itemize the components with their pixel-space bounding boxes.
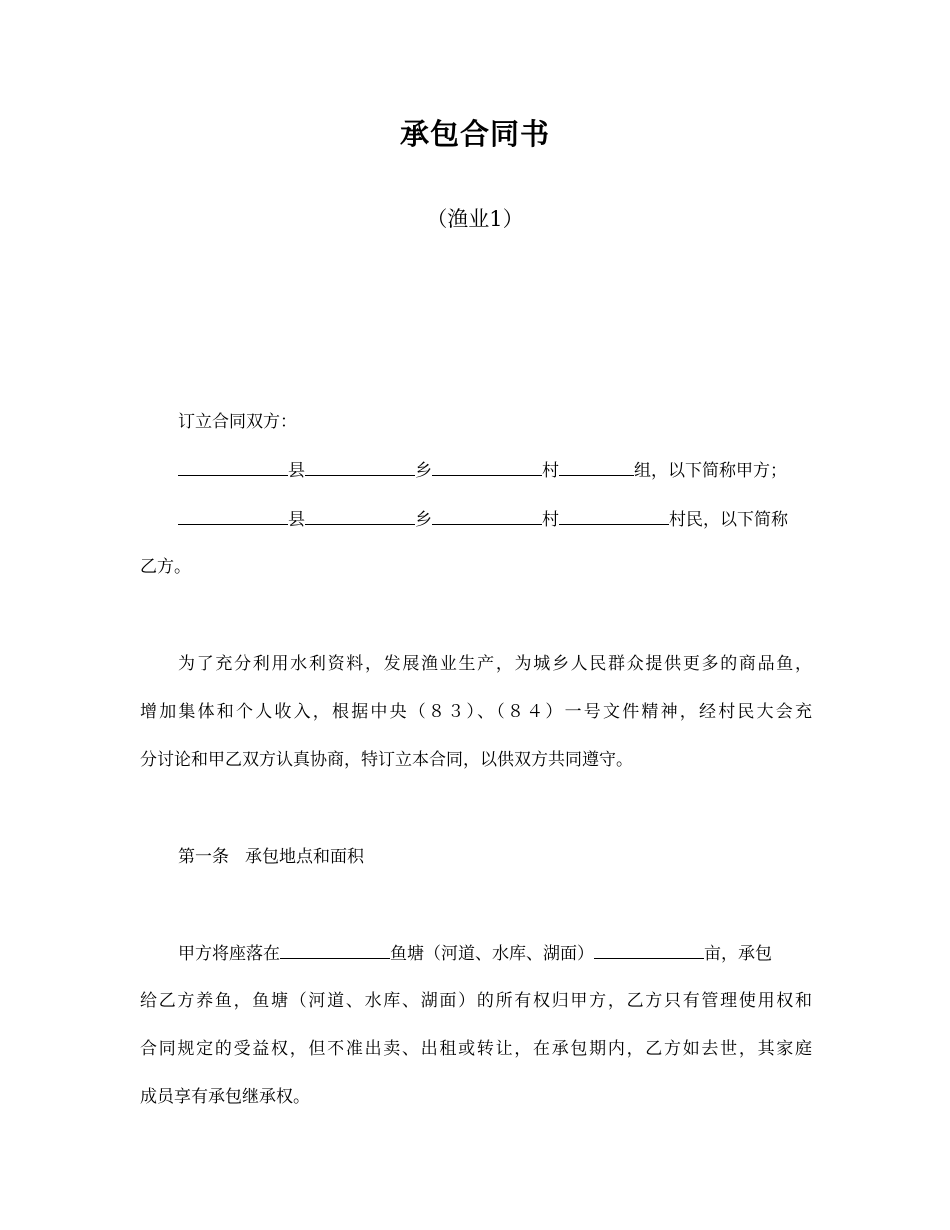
township-blank[interactable] <box>305 507 415 525</box>
county-blank[interactable] <box>178 507 288 525</box>
preamble-line: 分讨论和甲乙双方认真协商，特订立本合同，以供双方共同遵守。 <box>140 750 633 770</box>
document-subtitle: （渔业1） <box>426 207 524 231</box>
party-a-line <box>140 458 812 483</box>
article-heading: 承包地点和面积 <box>245 847 364 867</box>
document-title: 承包合同书 <box>399 117 550 151</box>
article-1-heading <box>140 845 812 869</box>
village-label: 村 <box>542 461 559 481</box>
area-blank[interactable] <box>594 941 704 959</box>
parties-intro: 订立合同双方： <box>178 412 297 432</box>
village-blank[interactable] <box>432 458 542 476</box>
group-label: 组，以下简称甲方； <box>634 461 787 481</box>
group-blank[interactable] <box>559 458 634 476</box>
county-label: 县 <box>288 510 305 530</box>
preamble-line: 为了充分利用水利资料，发展渔业生产，为城乡人民群众提供更多的商品鱼， <box>178 654 812 674</box>
article-text: 亩，承包 <box>704 944 772 964</box>
party-b-line <box>140 507 812 532</box>
article-1-line <box>140 941 812 966</box>
article-text: 鱼塘（河道、水库、湖面） <box>390 944 594 964</box>
article-1-line: 合同规定的受益权，但不准出卖、出租或转让，在承包期内，乙方如去世，其家庭 <box>140 1039 812 1059</box>
village-label: 村 <box>542 510 559 530</box>
township-label: 乡 <box>415 461 432 481</box>
township-blank[interactable] <box>305 458 415 476</box>
township-label: 乡 <box>415 510 432 530</box>
villager-blank[interactable] <box>559 507 669 525</box>
location-blank[interactable] <box>280 941 390 959</box>
party-b-continuation: 乙方。 <box>140 557 191 577</box>
article-text: 甲方将座落在 <box>178 944 280 964</box>
article-1-line: 给乙方养鱼，鱼塘（河道、水库、湖面）的所有权归甲方，乙方只有管理使用权和 <box>140 991 812 1011</box>
article-number: 第一条 <box>178 847 229 867</box>
preamble-line: 增加集体和个人收入，根据中央（８３）、（８４）一号文件精神，经村民大会充 <box>140 702 812 722</box>
village-blank[interactable] <box>432 507 542 525</box>
county-label: 县 <box>288 461 305 481</box>
villager-label: 村民，以下简称 <box>669 510 788 530</box>
article-1-line: 成员享有承包继承权。 <box>140 1087 310 1107</box>
county-blank[interactable] <box>178 458 288 476</box>
